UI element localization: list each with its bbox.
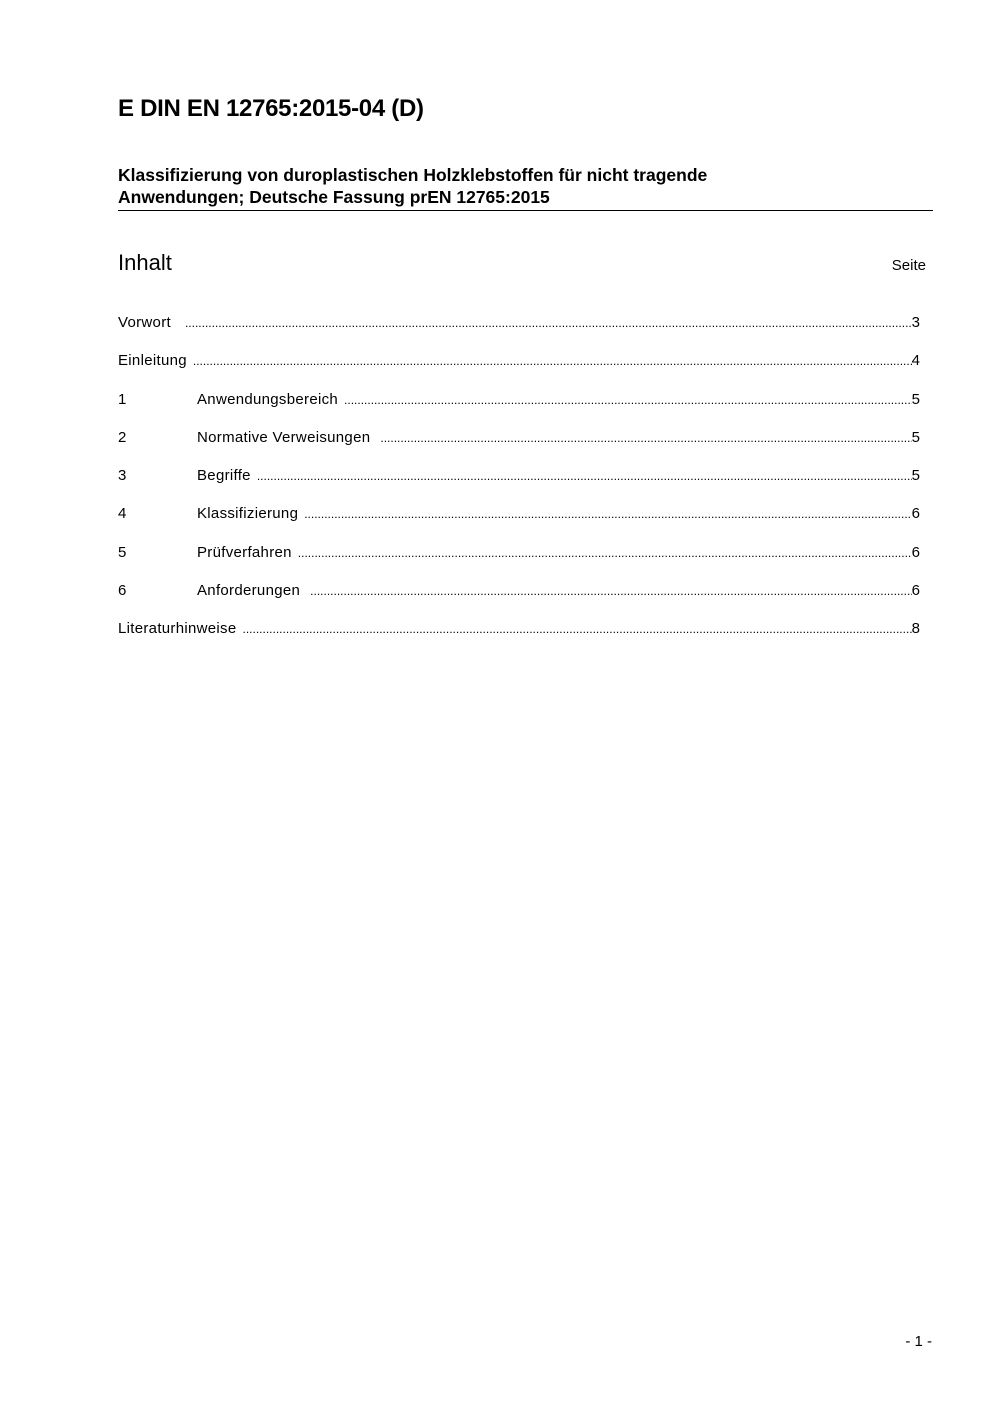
toc-entry-title: Begriffe	[197, 467, 251, 485]
toc-entry-number: 5	[118, 543, 127, 561]
toc-heading: Inhalt	[118, 250, 172, 275]
toc-entry-number: 1	[118, 390, 127, 408]
page-number: - 1 -	[905, 1333, 932, 1350]
toc-entry-page: 8	[911, 620, 920, 638]
toc-leader-dots	[304, 507, 911, 521]
toc-entry-number: 4	[118, 505, 127, 523]
toc-entry-title: Anwendungsbereich	[197, 390, 339, 408]
toc-entry-title: Klassifizierung	[197, 505, 299, 523]
toc-entry-page: 6	[911, 582, 920, 600]
toc-entry-page: 5	[911, 467, 920, 485]
toc-entry-number: 3	[118, 467, 127, 485]
toc-entry-page: 4	[911, 352, 920, 370]
toc-entry-number: 6	[118, 582, 127, 600]
toc-entry-title: Einleitung	[118, 352, 187, 370]
toc-leader-dots	[344, 393, 912, 407]
toc-entry-page: 5	[911, 390, 920, 408]
toc-entry-1[interactable]	[118, 391, 920, 429]
toc-entry-2[interactable]	[118, 429, 920, 467]
toc-entry-5[interactable]	[118, 544, 920, 582]
toc-leader-dots	[310, 584, 912, 598]
subtitle-line-1: Klassifizierung von duroplastischen Holzklebstoffen für nicht tragende	[118, 165, 708, 185]
document-id: E DIN EN 12765:2015-04 (D)	[118, 95, 424, 122]
toc-entry-title: Prüfverfahren	[197, 543, 292, 561]
toc-entry-title: Vorwort	[118, 314, 171, 331]
subtitle-line-2: Anwendungen; Deutsche Fassung prEN 12765:2015	[118, 187, 550, 207]
toc-entry-page: 5	[911, 428, 920, 446]
toc-entry-title: Anforderungen	[197, 582, 301, 600]
toc-entry-6[interactable]	[118, 582, 920, 620]
toc-entry-einleitung[interactable]	[118, 352, 920, 390]
toc-entry-title: Normative Verweisungen	[197, 428, 371, 446]
toc-entry-literaturhinweise[interactable]	[118, 620, 920, 658]
toc-leader-dots	[298, 546, 912, 560]
toc-page-column-heading: Seite	[891, 257, 926, 274]
toc-entry-title: Literaturhinweise	[118, 620, 237, 638]
toc-entry-3[interactable]	[118, 467, 920, 505]
toc-entry-page: 6	[911, 505, 920, 523]
table-of-contents	[118, 314, 920, 659]
toc-entry-page: 6	[911, 543, 920, 561]
toc-leader-dots	[193, 354, 912, 368]
toc-entry-number: 2	[118, 428, 127, 446]
toc-leader-dots	[243, 622, 912, 636]
toc-entry-vorwort[interactable]	[118, 314, 920, 352]
document-subtitle	[118, 164, 933, 211]
toc-entry-page: 3	[911, 314, 920, 331]
toc-leader-dots	[185, 316, 912, 330]
toc-leader-dots	[257, 469, 912, 483]
toc-entry-4[interactable]	[118, 505, 920, 543]
toc-leader-dots	[380, 431, 911, 445]
